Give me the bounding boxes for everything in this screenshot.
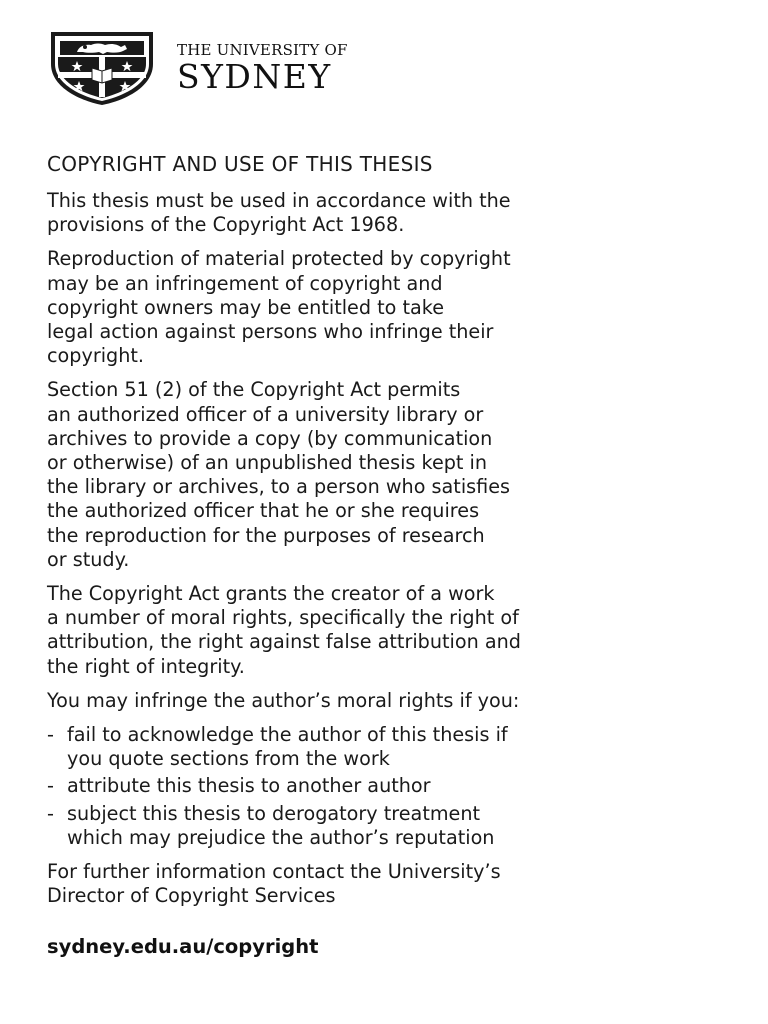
infringement-list	[47, 723, 727, 850]
paragraph-section-51: Section 51 (2) of the Copyright Act permits an authorized officer of a university library or archives to provide a copy (by communication or otherwise) of an unpublished thesis kept in the library or archives, to a person who satisfies the authorized officer that he or she requires the reproduction for the purposes of research or study.	[47, 378, 511, 571]
logo-name-line2: SYDNEY	[177, 57, 332, 96]
list-dash: -	[47, 774, 54, 798]
paragraph-reproduction: Reproduction of material protected by copyright may be an infringement of copyright and copyright owners may be entitled to take legal action against persons who infringe their copyright.	[47, 247, 511, 368]
list-dash: -	[47, 723, 54, 747]
list-item-text: fail to acknowledge the author of this thesis if you quote sections from the work	[67, 723, 508, 771]
list-dash: -	[47, 801, 54, 825]
paragraph-usage: This thesis must be used in accordance with the provisions of the Copyright Act 1968.	[47, 189, 511, 237]
logo-name-line1: THE UNIVERSITY OF	[177, 41, 348, 59]
page-title: COPYRIGHT AND USE OF THIS THESIS	[47, 152, 433, 176]
list-item	[47, 723, 727, 771]
paragraph-contact: For further information contact the University’s Director of Copyright Services	[47, 860, 501, 908]
university-crest-icon	[47, 30, 157, 106]
list-item	[47, 802, 727, 850]
list-item-text: attribute this thesis to another author	[67, 774, 431, 798]
university-wordmark	[177, 41, 348, 96]
notice-content	[47, 150, 727, 960]
list-item-text: subject this thesis to derogatory treatment which may prejudice the author’s reputation	[67, 801, 495, 849]
paragraph-moral-rights: The Copyright Act grants the creator of a work a number of moral rights, specifically the right of attribution, the right against false attribution and the right of integrity.	[47, 582, 521, 678]
copyright-link[interactable]: sydney.edu.au/copyright	[47, 935, 319, 959]
paragraph-infringe-intro: You may infringe the author’s moral rights if you:	[47, 688, 520, 712]
list-item	[47, 774, 727, 798]
university-logo	[47, 30, 348, 106]
